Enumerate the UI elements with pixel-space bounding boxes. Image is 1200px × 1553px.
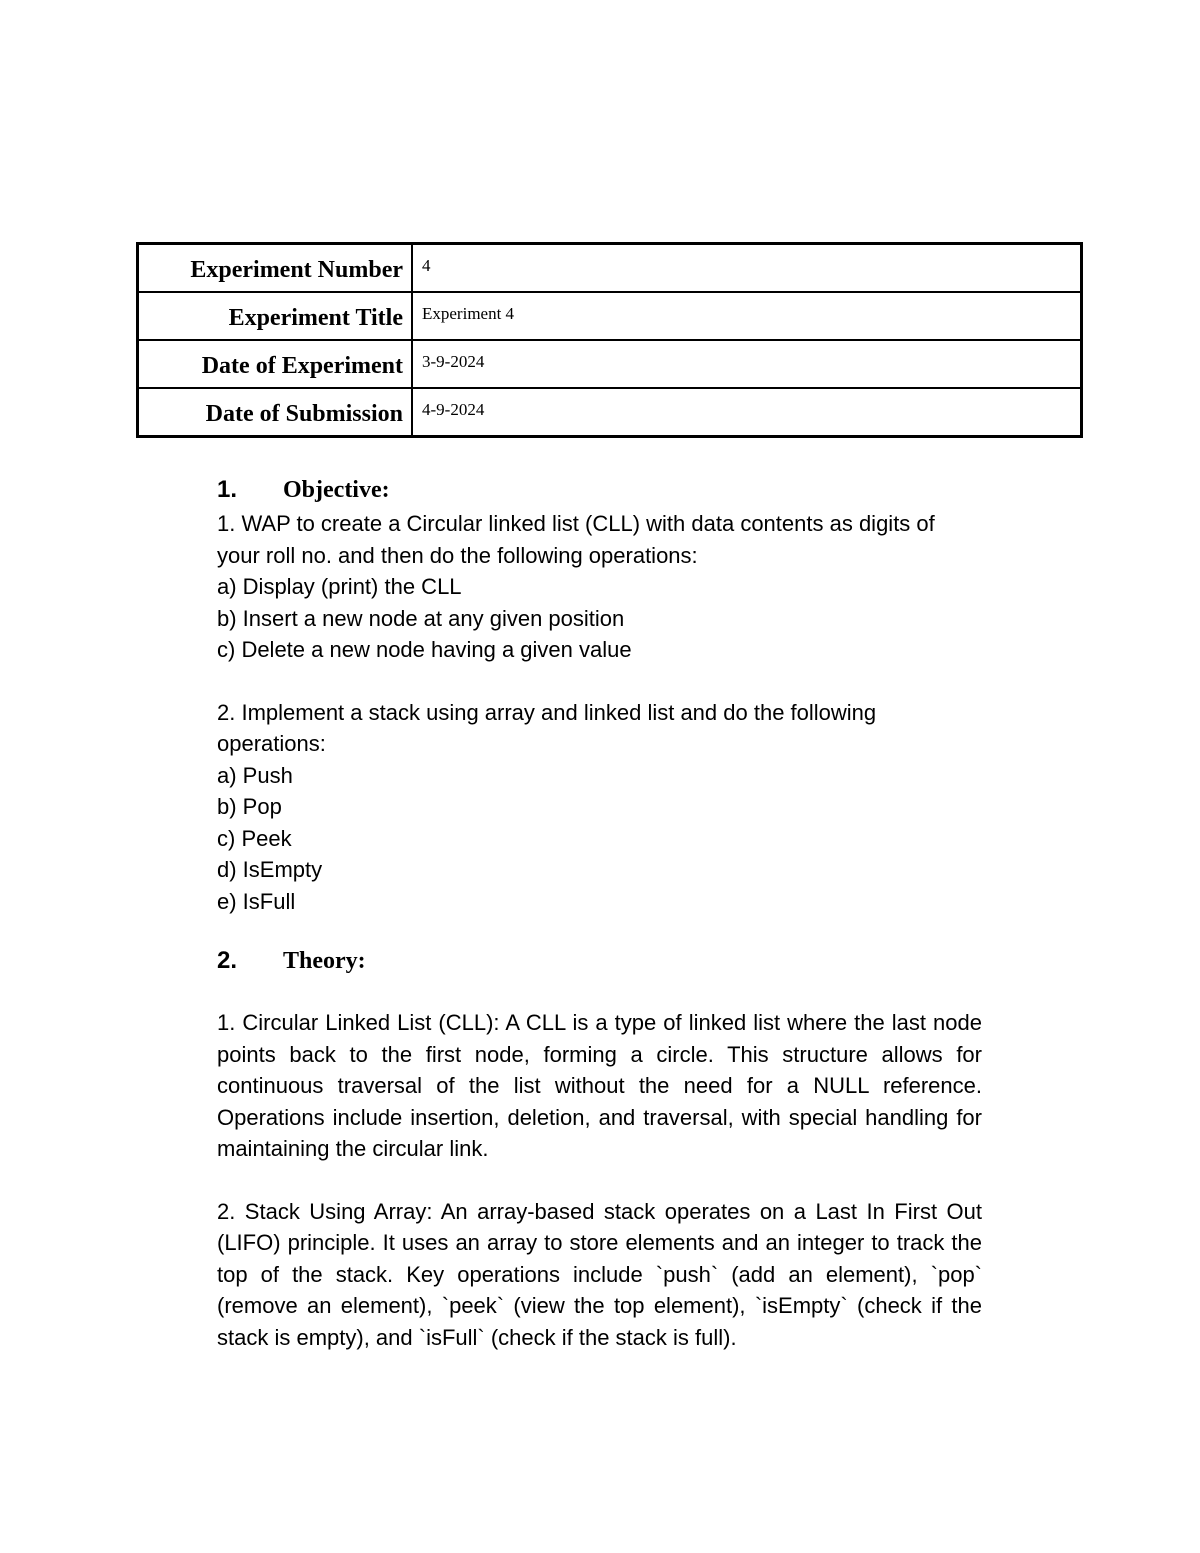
- experiment-title-value: Experiment 4: [412, 292, 1082, 340]
- date-of-experiment-value: 3-9-2024: [412, 340, 1082, 388]
- table-row: [138, 292, 1082, 340]
- theory-title: Theory:: [283, 948, 366, 974]
- date-of-experiment-label: Date of Experiment: [138, 340, 413, 388]
- table-row: [138, 340, 1082, 388]
- task-line: a) Display (print) the CLL: [217, 574, 462, 599]
- objective-number: 1.: [217, 476, 238, 503]
- date-of-submission-value: 4-9-2024: [412, 388, 1082, 437]
- task-line: b) Pop: [217, 794, 282, 819]
- document-body: [217, 474, 982, 1353]
- objective-task-1: [217, 508, 982, 666]
- task-line: 2. Implement a stack using array and linked list and do the following: [217, 699, 877, 725]
- objective-task-2: [217, 697, 982, 918]
- theory-heading: [217, 945, 982, 979]
- theory-number: 2.: [217, 947, 238, 974]
- task-line: e) IsFull: [217, 888, 296, 914]
- date-of-submission-label: Date of Submission: [138, 388, 413, 437]
- task-line: a) Push: [217, 762, 293, 788]
- task-line: d) IsEmpty: [217, 857, 323, 882]
- experiment-info-table: [136, 242, 1083, 438]
- task-line: c) Delete a new node having a given value: [217, 637, 632, 662]
- experiment-number-value: 4: [412, 244, 1082, 293]
- table-row: [138, 244, 1082, 293]
- theory-paragraph-cll: 1. Circular Linked List (CLL): A CLL is a type of linked list where the last node points back to the first node, forming a circle. This structure allows for continuous traversal of the list without the need for a NULL reference. Operations include insertion, deletion, and traversal, with special handling for maintaining the circular link.: [217, 1010, 982, 1161]
- objective-heading: [217, 474, 982, 508]
- task-line: 1. WAP to create a Circular linked list (CLL) with data contents as digits of: [217, 511, 935, 536]
- task-line: your roll no. and then do the following operations:: [217, 542, 698, 568]
- task-line: operations:: [217, 731, 326, 756]
- experiment-title-label: Experiment Title: [138, 292, 413, 340]
- table-row: [138, 388, 1082, 437]
- objective-title: Objective:: [283, 477, 390, 503]
- experiment-number-label: Experiment Number: [138, 244, 413, 293]
- task-line: c) Peek: [217, 825, 292, 851]
- task-line: b) Insert a new node at any given position: [217, 605, 625, 631]
- theory-paragraph-stack: 2. Stack Using Array: An array-based stack operates on a Last In First Out (LIFO) principle. It uses an array to store elements and an integer to track the top of the stack. Key operations include `push` (add an element), `pop` (remove an element), `peek` (view the top element), `isEmpty` (check if the stack is empty), and `isFull` (check if the stack is full).: [217, 1198, 982, 1350]
